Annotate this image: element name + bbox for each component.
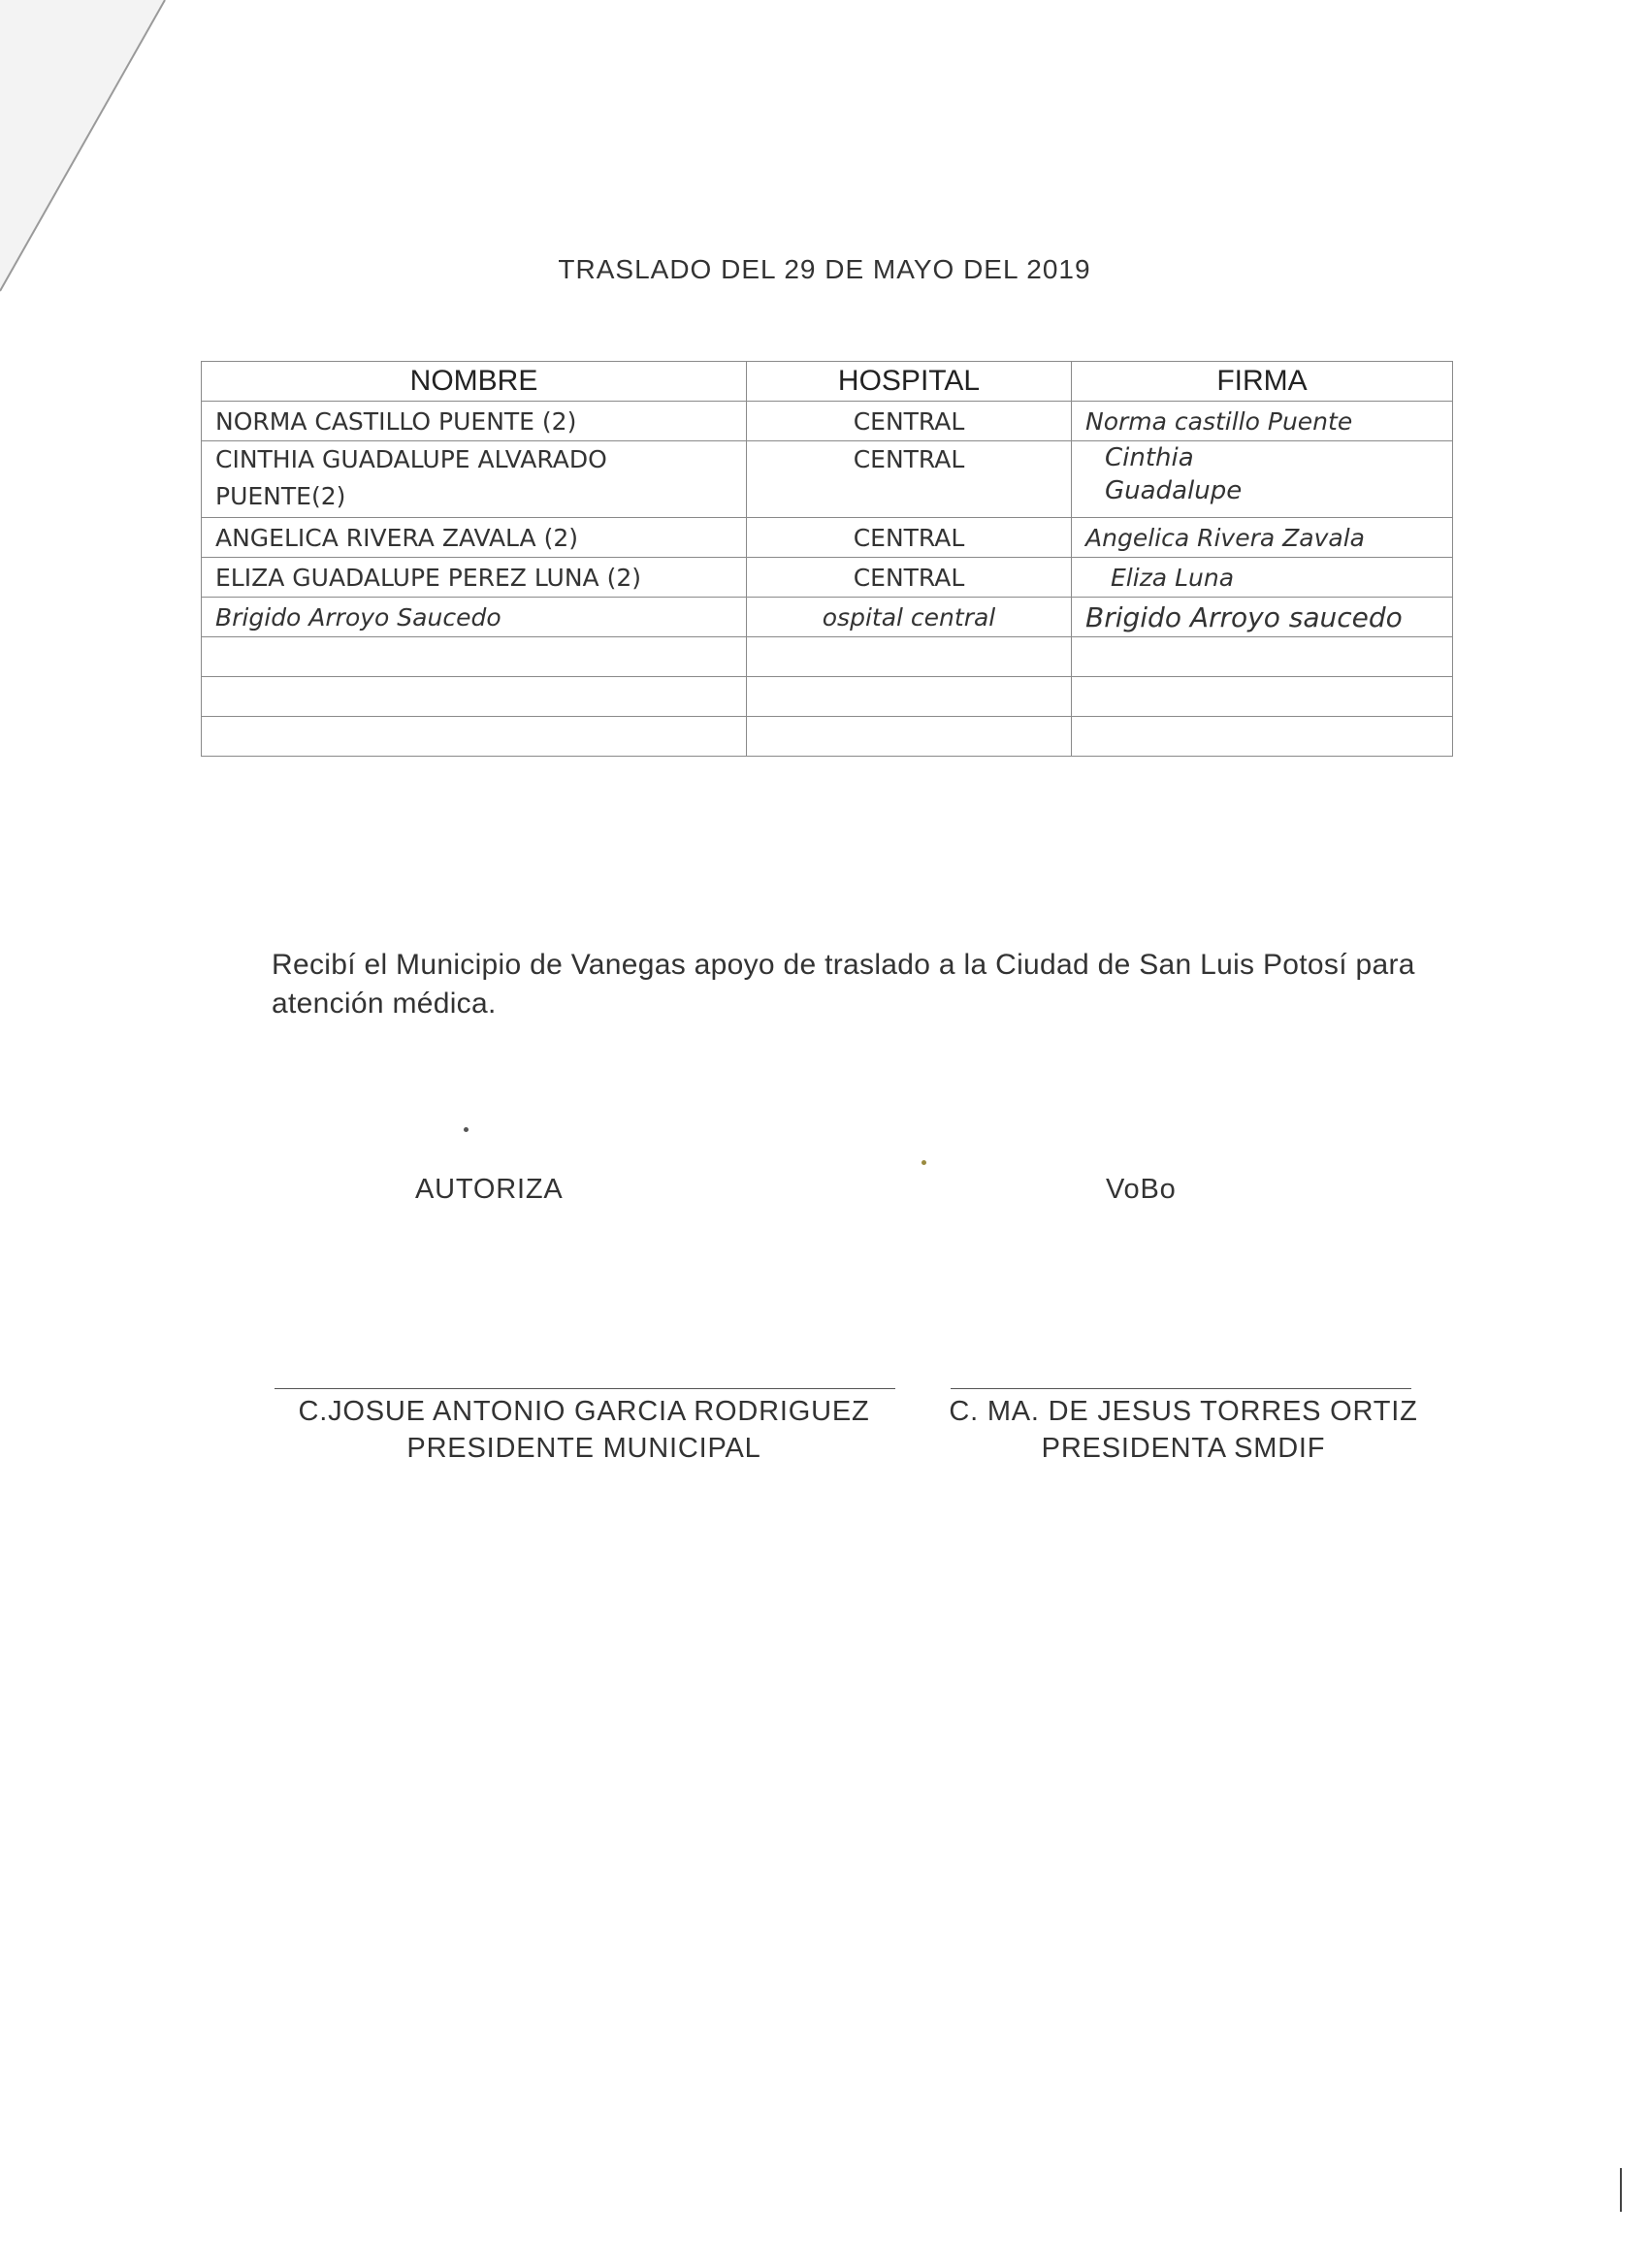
signatory-right-name: C. MA. DE JESUS TORRES ORTIZ [949, 1396, 1418, 1427]
cell-nombre-handwritten: Brigido Arroyo Saucedo [202, 598, 747, 637]
cell-signature: Angelica Rivera Zavala [1072, 518, 1453, 558]
cell-empty [202, 677, 747, 717]
cell-empty [1072, 717, 1453, 757]
cell-hospital: CENTRAL [747, 441, 1072, 518]
cell-empty [202, 637, 747, 677]
cell-empty [747, 677, 1072, 717]
header-hospital: HOSPITAL [747, 362, 1072, 402]
signature-line-right [951, 1388, 1411, 1389]
scan-speck [464, 1127, 469, 1132]
table-row [202, 558, 1453, 598]
cell-hospital-handwritten: ospital central [747, 598, 1072, 637]
table-row [202, 518, 1453, 558]
signatory-right-role: PRESIDENTA SMDIF [1041, 1433, 1326, 1464]
signature-line-1: Cinthia [1105, 443, 1194, 472]
signature-line-left [275, 1388, 895, 1389]
signatory-left-name: C.JOSUE ANTONIO GARCIA RODRIGUEZ [298, 1396, 870, 1427]
cell-signature: Norma castillo Puente [1072, 402, 1453, 441]
receipt-statement: Recibí el Municipio de Vanegas apoyo de traslado a la Ciudad de San Luis Potosí para atención médica. [272, 949, 1415, 1020]
table-row [202, 598, 1453, 637]
cell-empty [747, 717, 1072, 757]
cell-signature [1072, 441, 1453, 518]
scan-speck [922, 1160, 926, 1165]
authorize-label: AUTORIZA [415, 1174, 564, 1205]
table-row [202, 402, 1453, 441]
scan-edge-mark [1620, 2168, 1622, 2212]
header-firma: FIRMA [1072, 362, 1453, 402]
signatory-left [254, 1393, 914, 1467]
cell-nombre: NORMA CASTILLO PUENTE (2) [202, 402, 747, 441]
signature-line-2: Guadalupe [1105, 476, 1243, 505]
table-row-empty [202, 717, 1453, 757]
cell-signature: Brigido Arroyo saucedo [1072, 598, 1453, 637]
cell-empty [1072, 637, 1453, 677]
document-title: TRASLADO DEL 29 DE MAYO DEL 2019 [558, 254, 1091, 284]
cell-signature: Eliza Luna [1072, 558, 1453, 598]
cell-hospital: CENTRAL [747, 518, 1072, 558]
signatory-left-role: PRESIDENTE MUNICIPAL [406, 1433, 761, 1464]
cell-empty [1072, 677, 1453, 717]
cell-nombre: ELIZA GUADALUPE PEREZ LUNA (2) [202, 558, 747, 598]
cell-nombre: CINTHIA GUADALUPE ALVARADO PUENTE(2) [202, 441, 747, 518]
table-header-row [202, 362, 1453, 402]
table-row [202, 441, 1453, 518]
table-row-empty [202, 677, 1453, 717]
cell-hospital: CENTRAL [747, 558, 1072, 598]
cell-empty [202, 717, 747, 757]
transfer-table [201, 361, 1453, 757]
cell-nombre: ANGELICA RIVERA ZAVALA (2) [202, 518, 747, 558]
table-row-empty [202, 637, 1453, 677]
cell-hospital: CENTRAL [747, 402, 1072, 441]
vobo-label: VoBo [1106, 1174, 1177, 1205]
header-nombre: NOMBRE [202, 362, 747, 402]
signatory-right [922, 1393, 1445, 1467]
cell-empty [747, 637, 1072, 677]
